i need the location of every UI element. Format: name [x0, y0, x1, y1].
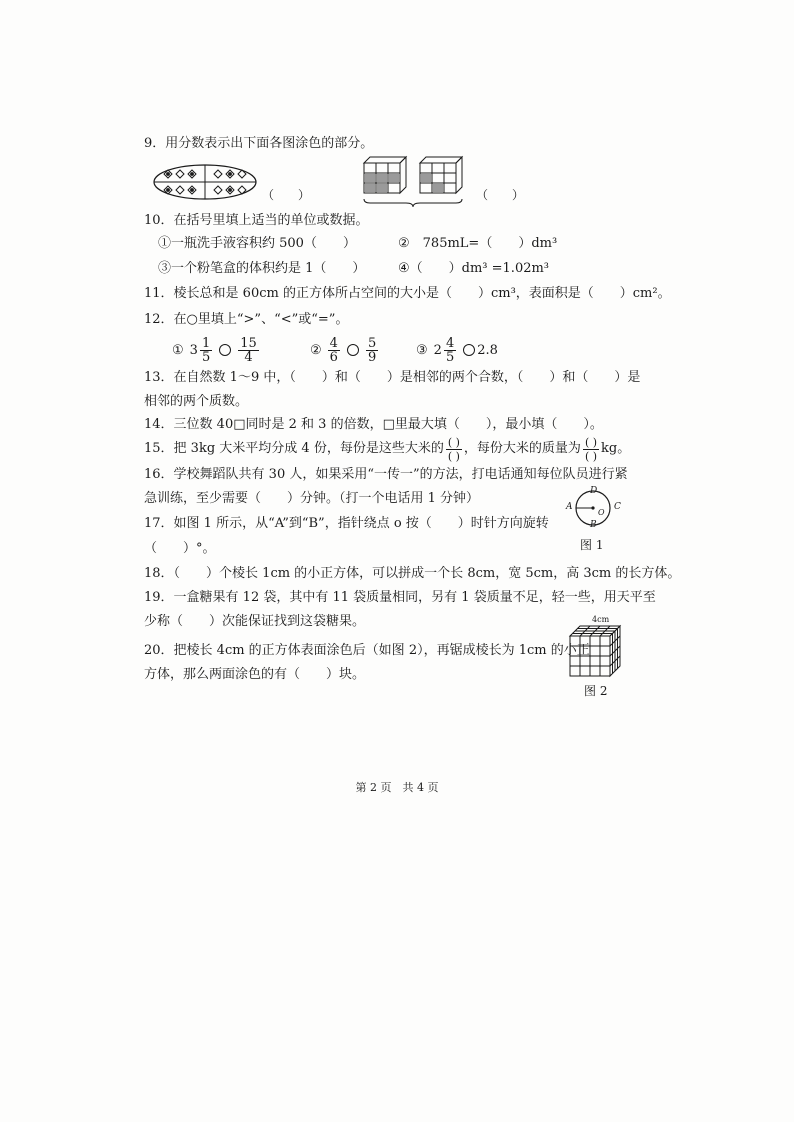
fig1-label-o: O	[598, 508, 605, 517]
question-18: 18．（ ）个棱长 1cm 的小正方体，可以拼成一个长 8cm，宽 5cm，高 3cm 的长方体。	[144, 566, 681, 581]
question-12: 12．在○里填上“>”、“<”或“=”。	[144, 312, 349, 327]
whole-part: 3	[189, 342, 198, 358]
q9-blank-2[interactable]: （ ）	[476, 188, 525, 202]
question-9: 9．用分数表示出下面各图涂色的部分。	[144, 136, 374, 151]
question-10: 10．在括号里填上适当的单位或数据。	[144, 213, 369, 228]
compare-circle-1[interactable]	[219, 344, 231, 356]
question-14: 14．三位数 40□同时是 2 和 3 的倍数，□里最大填（ ），最小填（ ）。	[144, 417, 603, 432]
question-11: 11．棱长总和是 60cm 的正方体所占空间的大小是（ ）cm³，表面积是（ ）cm²。	[144, 286, 671, 301]
figure-1-caption: 图 1	[580, 538, 604, 552]
compare-circle-2[interactable]	[347, 344, 359, 356]
oval-figure	[152, 162, 258, 202]
diamond-fill	[167, 189, 170, 192]
fig1-label-c: C	[614, 502, 621, 512]
diamond-fill	[191, 173, 194, 176]
question-17-line-2: （ ）°。	[144, 541, 216, 556]
question-19-line-1: 19．一盒糖果有 12 袋，其中有 11 袋质量相同，另有 1 袋质量不足，轻一些，用天平至	[144, 590, 656, 605]
diamond-fill	[167, 173, 170, 176]
question-20-line-2: 方体，那么两面涂色的有（ ）块。	[144, 667, 366, 682]
figure-2-caption: 图 2	[584, 684, 608, 698]
q15-fraction-blank-1[interactable]: $\frac{( )}{( )}$	[447, 435, 460, 463]
fig1-label-a: A	[566, 502, 573, 512]
q9-blank-1[interactable]: （ ）	[262, 188, 311, 202]
diamond-mark	[214, 186, 222, 194]
q15-after: kg。	[601, 441, 631, 456]
question-17-line-1: 17．如图 1 所示，从“A”到“B”，指针绕点 o 按（ ）时针方向旋转	[144, 516, 549, 531]
question-20-line-1: 20．把棱长 4cm 的正方体表面涂色后（如图 2），再锯成棱长为 1cm 的小正	[144, 643, 590, 658]
cubes-figure	[360, 153, 472, 209]
q10-item-4: ④（ ）dm³ =1.02m³	[398, 261, 550, 276]
comparison-3	[416, 330, 498, 370]
comparison-1-marker: ①	[172, 342, 184, 358]
diamond-fill	[191, 189, 194, 192]
diamond-mark	[176, 170, 184, 178]
q10-item-1: ①一瓶洗手液容积约 500（ ）	[158, 236, 356, 251]
question-16-line-1: 16．学校舞蹈队共有 30 人，如果采用“一传一”的方法，打电话通知每位队员进行紧	[144, 467, 628, 482]
fig1-label-d: D	[590, 486, 598, 496]
fraction: $\frac{4}{5}$	[445, 335, 455, 365]
compare-circle-3[interactable]	[463, 344, 475, 356]
comparison-1	[172, 330, 261, 370]
figure-2-cube	[566, 622, 624, 680]
diamond-fill	[229, 173, 232, 176]
q12-comparisons	[172, 330, 552, 370]
whole-part: 2	[433, 342, 442, 358]
q10-item-3: ③一个粉笔盒的体积约是 1（ ）	[158, 261, 366, 276]
diamond-fill	[229, 189, 232, 192]
question-16-line-2: 急训练，至少需要（ ）分钟。（打一个电话用 1 分钟）	[144, 491, 480, 506]
diamond-mark	[214, 170, 222, 178]
comparison-2-right: $\frac{5}{9}$	[367, 335, 377, 365]
question-19-line-2: 少称（ ）次能保证找到这袋糖果。	[144, 614, 366, 629]
comparison-3-left	[434, 337, 459, 364]
fig1-label-b: B	[590, 520, 597, 530]
q15-before: 15．把 3kg 大米平均分成 4 份，每份是这些大米的	[144, 441, 444, 456]
comparison-1-right: $\frac{15}{4}$	[240, 335, 257, 365]
q10-item-2: ② 785mL=（ ）dm³	[398, 236, 558, 251]
comparison-2	[310, 330, 380, 370]
figure-2-dimension-label: 4cm	[592, 615, 610, 624]
page-footer: 第 2 页 共 4 页	[355, 781, 439, 794]
q15-fraction-blank-2[interactable]: $\frac{( )}{( )}$	[584, 435, 598, 463]
comparison-2-left: $\frac{4}{6}$	[329, 335, 338, 365]
question-13-line-1: 13．在自然数 1～9 中，（ ）和（ ）是相邻的两个合数，（ ）和（ ）是	[144, 370, 641, 385]
comparison-3-marker: ③	[416, 342, 428, 358]
question-15	[144, 434, 630, 464]
comparison-1-left	[190, 337, 215, 364]
fraction: $\frac{1}{5}$	[201, 335, 211, 365]
diamond-mark	[176, 186, 184, 194]
question-13-line-2: 相邻的两个质数。	[144, 394, 249, 409]
comparison-2-marker: ②	[310, 342, 322, 358]
comparison-3-right: 2.8	[477, 342, 498, 358]
q15-middle: ，每份大米的质量为	[463, 441, 581, 456]
